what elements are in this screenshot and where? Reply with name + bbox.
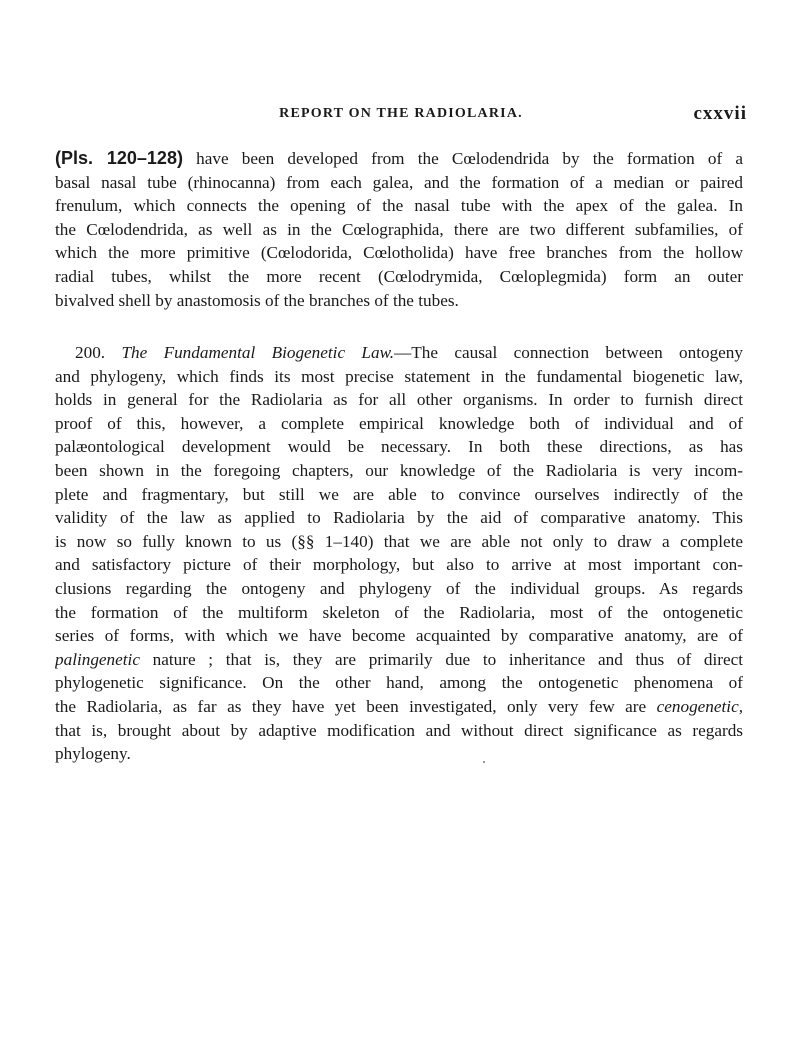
paragraph-biogenetic-law [55,341,743,766]
section-title: The Fundamental Biogenetic Law. [121,343,395,362]
term-palingenetic: palingenetic [55,649,140,669]
line-text: nature ; that is, they are primarily due to inheritance and thus of direct [139,649,743,669]
plates-reference: (Pls. 120–128) [55,148,183,168]
text-line: holds in general for the Radiolaria as for all other organisms. In order to furnish direct [55,390,743,410]
text-line: plete and fragmentary, but still we are able to convince ourselves indirectly of the [55,484,743,504]
print-speck [483,761,485,763]
paragraph-coelographida [55,147,743,312]
text-line [55,147,743,171]
text-line: bivalved shell by anastomosis of the branches of the tubes. [55,290,459,310]
line-text: the Radiolaria, as far as they have yet been investigated, only very few are [55,696,657,716]
text-line: clusions regarding the ontogeny and phylogeny of the individual groups. As regards [55,578,743,598]
text-line: series of forms, with which we have become acquainted by comparative anatomy, are of [55,626,743,646]
line-text: have been developed from the Cœlodendrida by the formation of a [196,149,743,168]
text-line: frenulum, which connects the opening of the nasal tube with the apex of the galea. In [55,196,743,216]
text-line: the Cœlodendrida, as well as in the Cœlographida, there are two different subfamilies, of [55,219,743,239]
running-title: REPORT ON THE RADIOLARIA. [279,106,523,121]
text-line: phylogenetic significance. On the other hand, among the ontogenetic phenomena of [55,673,743,693]
text-line: palæontological development would be necessary. In both these directions, as has [55,437,743,457]
text-line: proof of this, however, a complete empirical knowledge both of individual and of [55,413,743,433]
text-line: radial tubes, whilst the more recent (Cœlodrymida, Cœloplegmida) form an outer [55,266,743,286]
text-line: the formation of the multiform skeleton of the Radiolaria, most of the ontogenetic [55,602,743,622]
text-line: which the more primitive (Cœlodorida, Cœlotholida) have free branches from the hollow [55,243,743,263]
text-line: validity of the law as applied to Radiolaria by the aid of comparative anatomy. This [55,508,743,528]
text-line [55,695,743,719]
text-line: and satisfactory picture of their morphology, but also to arrive at most important con- [55,555,743,575]
section-number: 200. [75,343,106,362]
line-text: —The causal connection between ontogeny [394,343,743,362]
text-line [55,648,743,672]
text-line: is now so fully known to us (§§ 1–140) that we are able not only to draw a complete [55,531,743,551]
text-line: basal nasal tube (rhinocanna) from each galea, and the formation of a median or paired [55,172,743,192]
text-line: that is, brought about by adaptive modification and without direct significance as regards [55,720,743,740]
running-header [55,103,747,128]
term-cenogenetic: cenogenetic, [656,696,743,716]
text-line: and phylogeny, which finds its most precise statement in the fundamental biogenetic law, [55,366,743,386]
text-line: phylogeny. [55,744,131,764]
page-number: cxxvii [693,103,747,124]
text-line [55,341,743,365]
text-line: been shown in the foregoing chapters, our knowledge of the Radiolaria is very incom- [55,460,743,480]
